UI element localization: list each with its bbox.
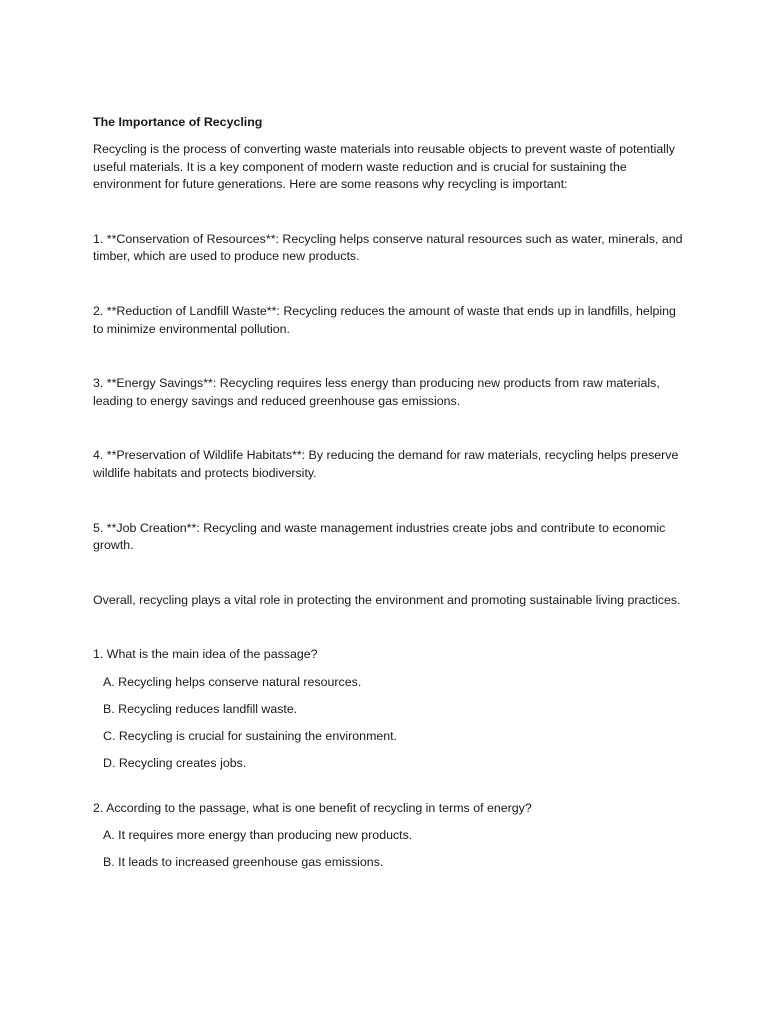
intro-paragraph: Recycling is the process of converting waste materials into reusable objects to prevent waste of potentially useful materials. It is a key component of modern waste reduction and is crucial for sustaining the environment for future generations. Here are some reasons why recycling is important: (93, 142, 675, 192)
document-title: The Importance of Recycling (93, 115, 263, 129)
answer-options (93, 674, 683, 773)
question-text: 2. According to the passage, what is one benefit of recycling in terms of energy? (93, 800, 532, 815)
answer-option: A. It requires more energy than producing new products. (103, 827, 413, 842)
reason-point: 1. **Conservation of Resources**: Recycling helps conserve natural resources such as water, minerals, and timber, which are used to produce new products. (93, 231, 683, 264)
question-text: 1. What is the main idea of the passage? (93, 647, 318, 662)
answer-option: D. Recycling creates jobs. (103, 756, 247, 771)
answer-options (93, 827, 683, 872)
summary-paragraph: Overall, recycling plays a vital role in protecting the environment and promoting sustainable living practices. (93, 592, 681, 607)
question-block (93, 646, 683, 772)
reason-point: 4. **Preservation of Wildlife Habitats**: By reducing the demand for raw materials, recycling helps preserve wildlife habitats and protects biodiversity. (93, 448, 679, 480)
answer-option: B. It leads to increased greenhouse gas emissions. (103, 855, 384, 870)
answer-option: B. Recycling reduces landfill waste. (103, 701, 298, 716)
answer-option: C. Recycling is crucial for sustaining the environment. (103, 728, 398, 743)
reason-point: 3. **Energy Savings**: Recycling requires less energy than producing new products from raw materials, leading to energy savings and reduced greenhouse gas emissions. (93, 376, 660, 408)
answer-option: A. Recycling helps conserve natural resources. (103, 674, 362, 689)
reason-point: 5. **Job Creation**: Recycling and waste management industries create jobs and contribute to economic growth. (93, 520, 666, 553)
document-page (93, 114, 683, 899)
question-block (93, 800, 683, 872)
reason-point: 2. **Reduction of Landfill Waste**: Recycling reduces the amount of waste that ends up in landfills, helping to minimize environmental pollution. (93, 303, 676, 336)
